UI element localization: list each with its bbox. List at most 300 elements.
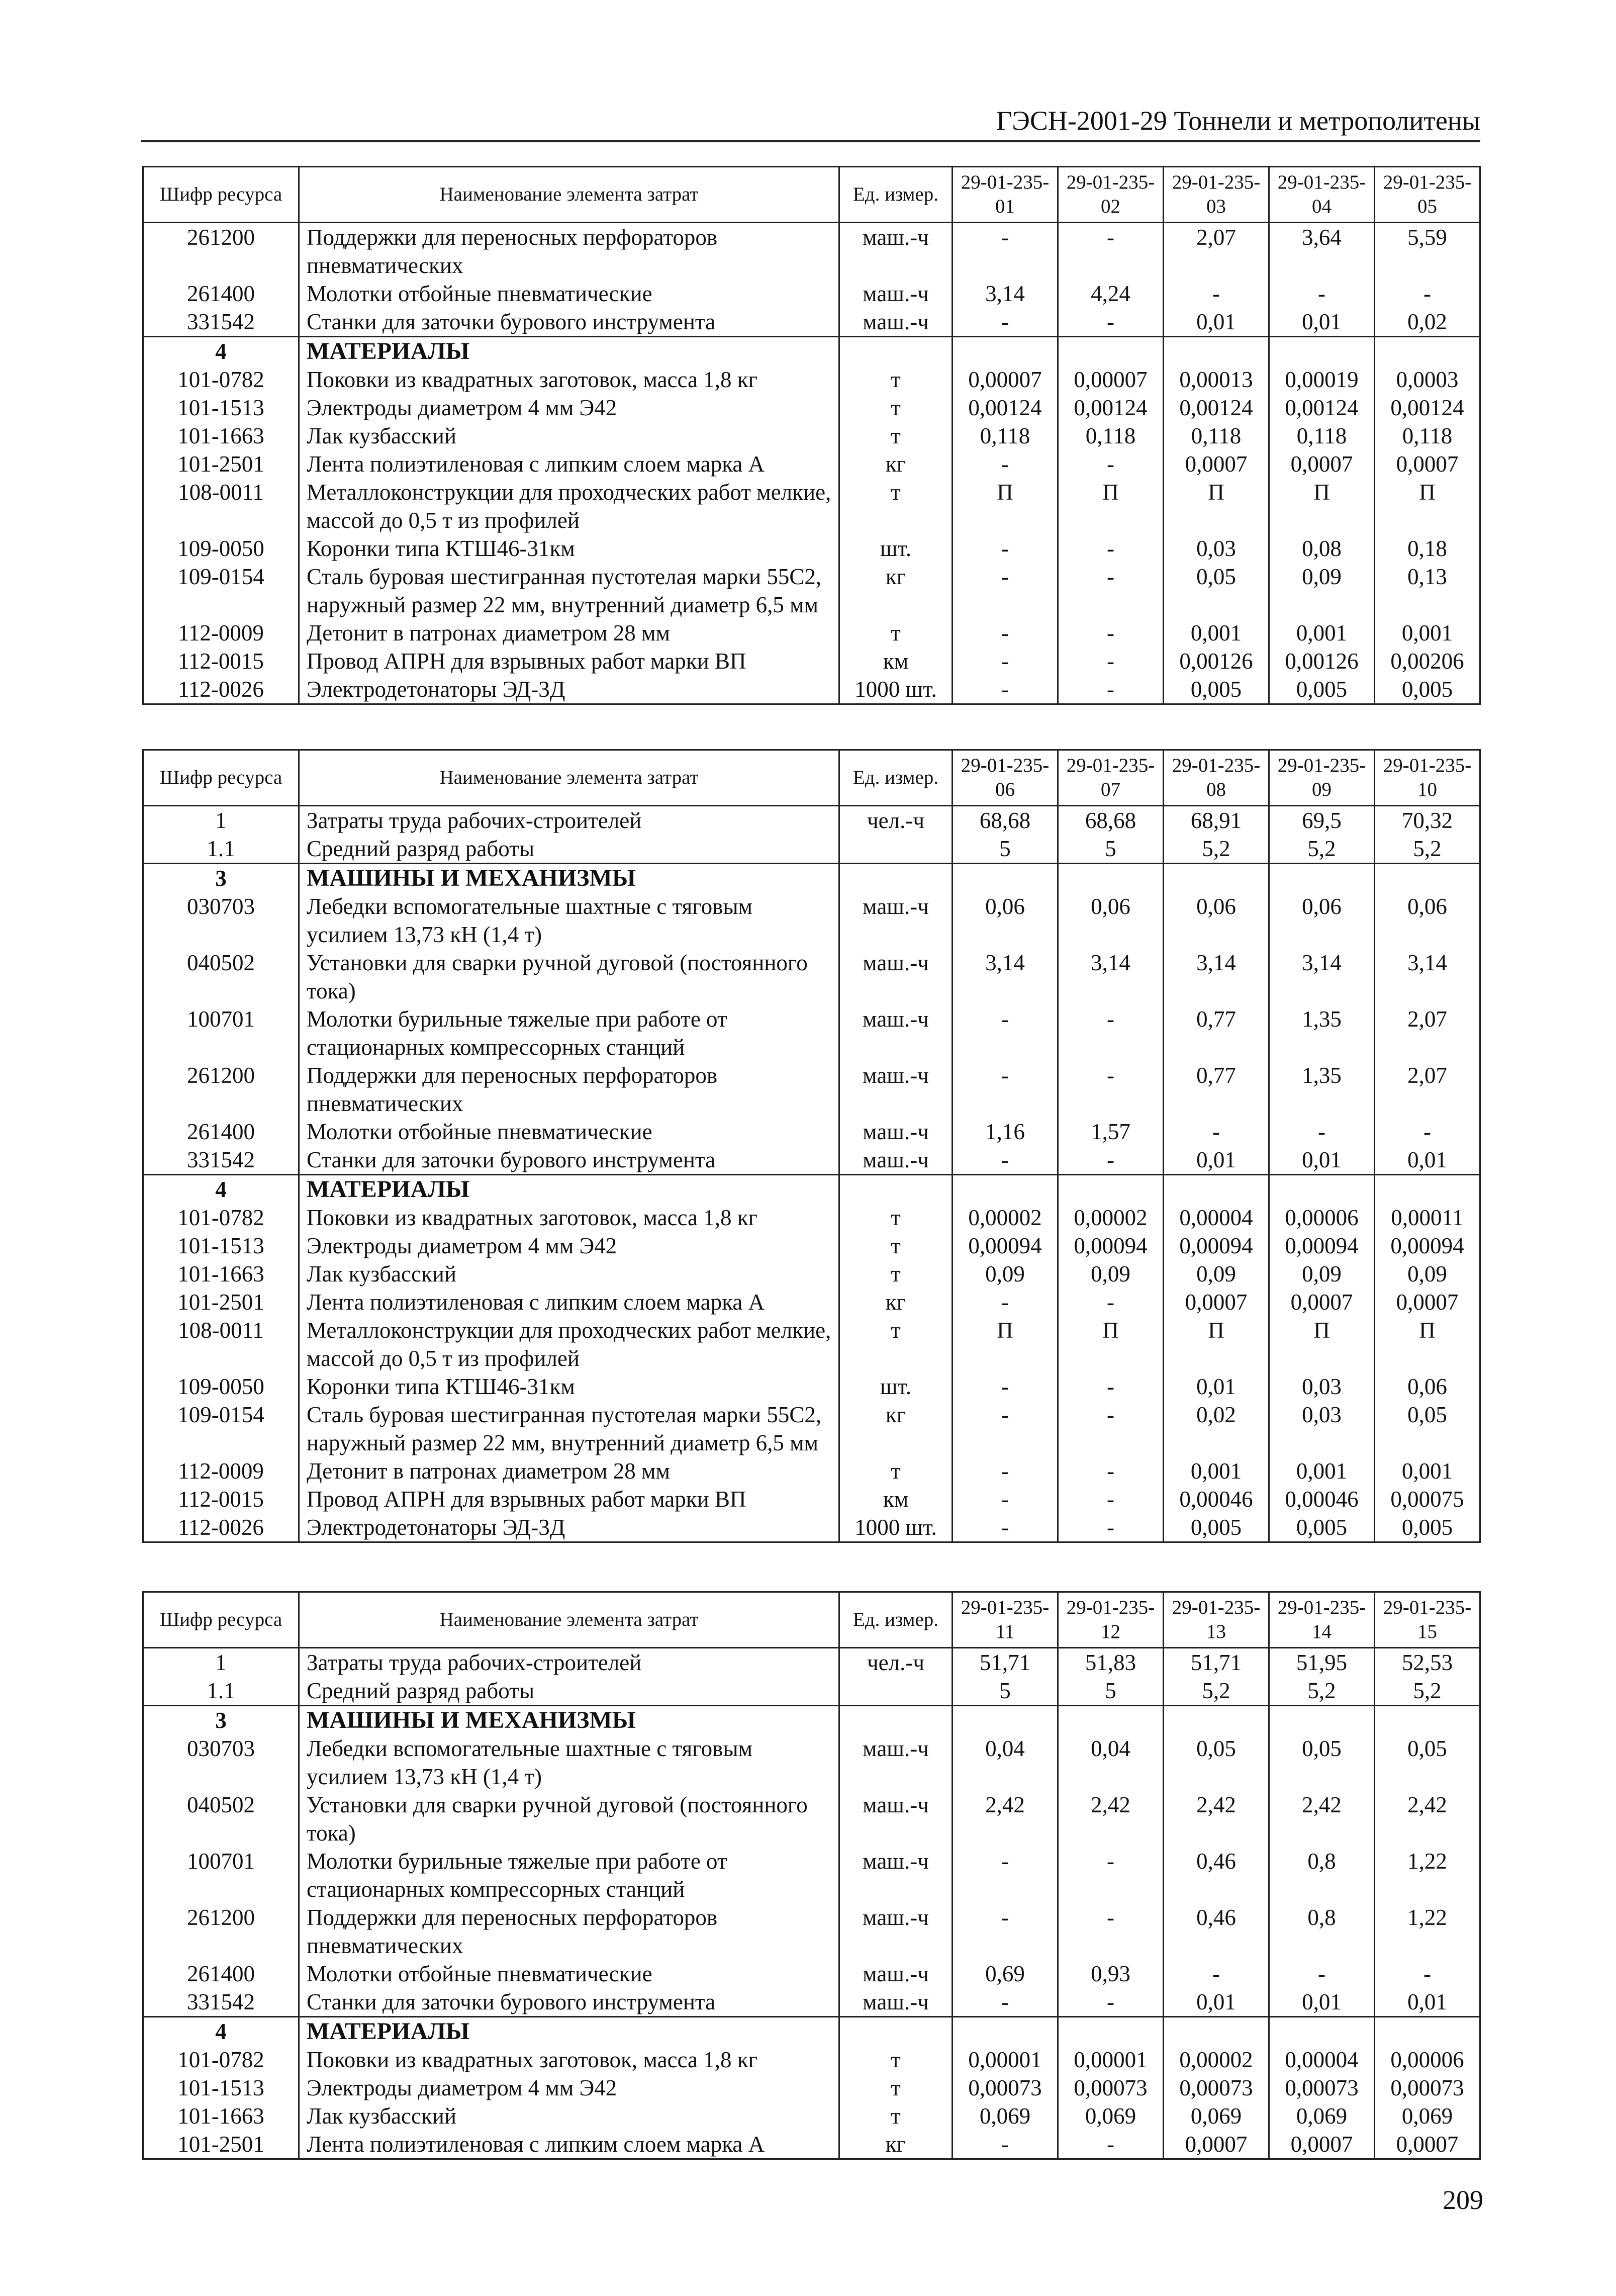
value-cell: [1164, 1706, 1269, 1735]
resource-code: 112-0009: [143, 1457, 299, 1485]
resource-name: Станки для заточки бурового инструмента: [299, 1988, 839, 2017]
value-cell: 0,06: [953, 892, 1058, 949]
value-cell: 0,00046: [1164, 1485, 1269, 1513]
table-row: [143, 1260, 1480, 1288]
page-header: ГЭСН-2001-29 Тоннели и метрополитены: [141, 103, 1480, 142]
value-cell: 0,00124: [1164, 394, 1269, 422]
value-cell: 0,0007: [1269, 2130, 1375, 2159]
resource-name: Провод АПРН для взрывных работ марки ВП: [299, 647, 839, 675]
value-cell: 0,00002: [953, 1204, 1058, 1232]
table-row: [143, 1118, 1480, 1146]
unit: маш.-ч: [839, 1734, 953, 1791]
value-cell: -: [1375, 280, 1480, 308]
value-cell: 0,001: [1375, 619, 1480, 647]
page-number: 209: [1443, 2185, 1483, 2215]
unit: маш.-ч: [839, 1061, 953, 1118]
value-cell: 0,005: [1375, 675, 1480, 704]
value-cell: 0,00124: [1058, 394, 1164, 422]
unit: [839, 2017, 953, 2046]
header-norm-code: 29-01-235-05: [1375, 167, 1480, 223]
value-cell: 2,42: [1058, 1791, 1164, 1847]
value-cell: 0,00124: [1375, 394, 1480, 422]
resource-code: 331542: [143, 1146, 299, 1175]
value-cell: 0,06: [1375, 1372, 1480, 1401]
resource-code: 101-1513: [143, 2074, 299, 2102]
value-cell: 0,00001: [1058, 2046, 1164, 2074]
resource-code: 101-1663: [143, 422, 299, 450]
resource-code: 1.1: [143, 1677, 299, 1706]
value-cell: 0,0007: [1164, 450, 1269, 478]
value-cell: 0,46: [1164, 1847, 1269, 1903]
value-cell: 70,32: [1375, 806, 1480, 835]
value-cell: 0,00126: [1164, 647, 1269, 675]
value-cell: -: [1058, 563, 1164, 619]
resource-name: Средний разряд работы: [299, 1677, 839, 1706]
value-cell: -: [1058, 1485, 1164, 1513]
table-row: [143, 1513, 1480, 1542]
value-cell: 0,118: [1164, 422, 1269, 450]
value-cell: -: [953, 450, 1058, 478]
table-row: [143, 223, 1480, 280]
header-norm-code: 29-01-235-12: [1058, 1592, 1164, 1648]
value-cell: [1375, 337, 1480, 366]
resource-name: Электроды диаметром 4 мм Э42: [299, 2074, 839, 2102]
value-cell: 0,001: [1269, 1457, 1375, 1485]
value-cell: 0,8: [1269, 1847, 1375, 1903]
value-cell: 1,22: [1375, 1903, 1480, 1960]
unit: т: [839, 1204, 953, 1232]
value-cell: 0,06: [1164, 892, 1269, 949]
header-norm-code: 29-01-235-06: [953, 750, 1058, 806]
table-row: [143, 2046, 1480, 2074]
value-cell: -: [1058, 1005, 1164, 1061]
value-cell: -: [1058, 1988, 1164, 2017]
value-cell: [953, 1706, 1058, 1735]
resource-name: Установки для сварки ручной дуговой (постоянного тока): [299, 949, 839, 1005]
resource-table-3: [142, 1591, 1481, 2160]
resource-code: 112-0026: [143, 1513, 299, 1542]
value-cell: 0,00094: [1164, 1232, 1269, 1260]
value-cell: -: [953, 1847, 1058, 1903]
unit: маш.-ч: [839, 308, 953, 337]
table-row: [143, 478, 1480, 534]
value-cell: 68,68: [953, 806, 1058, 835]
resource-code: 101-0782: [143, 2046, 299, 2074]
value-cell: -: [953, 1457, 1058, 1485]
resource-name: Сталь буровая шестигранная пустотелая марки 55С2, наружный размер 22 мм, внутренний диаметр 6,5 мм: [299, 1401, 839, 1457]
resource-code: 4: [143, 337, 299, 366]
value-cell: -: [1164, 280, 1269, 308]
resource-name: Коронки типа КТШ46-31км: [299, 1372, 839, 1401]
value-cell: 52,53: [1375, 1648, 1480, 1677]
value-cell: 0,0007: [1375, 450, 1480, 478]
value-cell: 0,8: [1269, 1903, 1375, 1960]
value-cell: 0,06: [1058, 892, 1164, 949]
header-name: Наименование элемента затрат: [299, 750, 839, 806]
section-row: [143, 864, 1480, 893]
value-cell: [1269, 2017, 1375, 2046]
value-cell: 0,0003: [1375, 365, 1480, 394]
header-code: Шифр ресурса: [143, 1592, 299, 1648]
resource-name: Электроды диаметром 4 мм Э42: [299, 394, 839, 422]
value-cell: [1269, 337, 1375, 366]
table-row: [143, 2074, 1480, 2102]
table-row: [143, 1316, 1480, 1372]
table-row: [143, 563, 1480, 619]
value-cell: 5,2: [1269, 1677, 1375, 1706]
unit: маш.-ч: [839, 1847, 953, 1903]
resource-code: 101-2501: [143, 450, 299, 478]
resource-code: 1: [143, 806, 299, 835]
value-cell: 0,01: [1375, 1988, 1480, 2017]
value-cell: [1375, 1706, 1480, 1735]
value-cell: 0,46: [1164, 1903, 1269, 1960]
table-row: [143, 1372, 1480, 1401]
value-cell: 0,69: [953, 1960, 1058, 1988]
section-row: [143, 337, 1480, 366]
value-cell: 3,14: [1058, 949, 1164, 1005]
table-row: [143, 892, 1480, 949]
value-cell: [1058, 1175, 1164, 1204]
header-name: Наименование элемента затрат: [299, 167, 839, 223]
unit: [839, 1677, 953, 1706]
value-cell: -: [1375, 1118, 1480, 1146]
unit: т: [839, 1232, 953, 1260]
value-cell: 0,00004: [1164, 1204, 1269, 1232]
value-cell: 0,00006: [1269, 1204, 1375, 1232]
value-cell: 1,35: [1269, 1005, 1375, 1061]
unit: т: [839, 1316, 953, 1372]
resource-code: 331542: [143, 308, 299, 337]
value-cell: 0,09: [1269, 563, 1375, 619]
table-row: [143, 1485, 1480, 1513]
value-cell: [1164, 1175, 1269, 1204]
resource-name: Сталь буровая шестигранная пустотелая марки 55С2, наружный размер 22 мм, внутренний диаметр 6,5 мм: [299, 563, 839, 619]
value-cell: [1058, 2017, 1164, 2046]
value-cell: [953, 1175, 1058, 1204]
value-cell: -: [1164, 1118, 1269, 1146]
resource-code: 101-1513: [143, 1232, 299, 1260]
resource-name: Средний разряд работы: [299, 835, 839, 864]
unit: км: [839, 647, 953, 675]
resource-code: 030703: [143, 1734, 299, 1791]
resource-code: 112-0009: [143, 619, 299, 647]
resource-code: 101-1663: [143, 1260, 299, 1288]
resource-code: 261200: [143, 1061, 299, 1118]
value-cell: 0,04: [953, 1734, 1058, 1791]
value-cell: 0,005: [1375, 1513, 1480, 1542]
value-cell: -: [953, 534, 1058, 563]
value-cell: 0,77: [1164, 1005, 1269, 1061]
value-cell: [1058, 864, 1164, 893]
value-cell: 0,118: [953, 422, 1058, 450]
value-cell: 2,42: [953, 1791, 1058, 1847]
value-cell: [1375, 1175, 1480, 1204]
value-cell: 0,00004: [1269, 2046, 1375, 2074]
value-cell: 0,00206: [1375, 647, 1480, 675]
value-cell: 0,06: [1375, 892, 1480, 949]
resource-code: 112-0026: [143, 675, 299, 704]
value-cell: -: [953, 563, 1058, 619]
resource-code: 112-0015: [143, 1485, 299, 1513]
unit: т: [839, 394, 953, 422]
value-cell: 0,09: [953, 1260, 1058, 1288]
value-cell: -: [1058, 1513, 1164, 1542]
value-cell: 0,00073: [1375, 2074, 1480, 2102]
value-cell: 0,00007: [953, 365, 1058, 394]
value-cell: -: [1058, 1372, 1164, 1401]
resource-code: 101-2501: [143, 2130, 299, 2159]
value-cell: -: [1375, 1960, 1480, 1988]
unit: чел.-ч: [839, 806, 953, 835]
value-cell: 0,00073: [953, 2074, 1058, 2102]
value-cell: 1,57: [1058, 1118, 1164, 1146]
resource-name: Поддержки для переносных перфораторов пневматических: [299, 1061, 839, 1118]
value-cell: 0,118: [1058, 422, 1164, 450]
unit: [839, 1706, 953, 1735]
value-cell: [1164, 337, 1269, 366]
header-code: Шифр ресурса: [143, 750, 299, 806]
value-cell: 0,00073: [1269, 2074, 1375, 2102]
value-cell: 5,2: [1269, 835, 1375, 864]
resource-name: Установки для сварки ручной дуговой (постоянного тока): [299, 1791, 839, 1847]
value-cell: П: [1375, 1316, 1480, 1372]
resource-code: 261200: [143, 1903, 299, 1960]
value-cell: 0,069: [1375, 2102, 1480, 2130]
table-row: [143, 1061, 1480, 1118]
resource-name: Лебедки вспомогательные шахтные с тяговым усилием 13,73 кН (1,4 т): [299, 1734, 839, 1791]
resource-name: Молотки отбойные пневматические: [299, 1118, 839, 1146]
value-cell: 5: [1058, 835, 1164, 864]
value-cell: -: [953, 2130, 1058, 2159]
resource-name: Лак кузбасский: [299, 1260, 839, 1288]
resource-code: 109-0050: [143, 534, 299, 563]
value-cell: 0,001: [1164, 619, 1269, 647]
value-cell: П: [1164, 478, 1269, 534]
value-cell: 5,59: [1375, 223, 1480, 280]
value-cell: П: [1058, 478, 1164, 534]
table-row: [143, 1457, 1480, 1485]
resource-name: Детонит в патронах диаметром 28 мм: [299, 619, 839, 647]
value-cell: 0,09: [1058, 1260, 1164, 1288]
resource-code: 101-1513: [143, 394, 299, 422]
unit: т: [839, 2074, 953, 2102]
value-cell: 0,05: [1164, 1734, 1269, 1791]
resource-name: Детонит в патронах диаметром 28 мм: [299, 1457, 839, 1485]
value-cell: 0,06: [1269, 892, 1375, 949]
section-row: [143, 1175, 1480, 1204]
resource-code: 1: [143, 1648, 299, 1677]
header-norm-code: 29-01-235-09: [1269, 750, 1375, 806]
resource-name: Лента полиэтиленовая с липким слоем марка А: [299, 450, 839, 478]
value-cell: 0,09: [1164, 1260, 1269, 1288]
value-cell: -: [1058, 1457, 1164, 1485]
header-norm-code: 29-01-235-13: [1164, 1592, 1269, 1648]
value-cell: -: [1058, 534, 1164, 563]
value-cell: -: [953, 308, 1058, 337]
value-cell: 3,14: [953, 949, 1058, 1005]
header-unit: Ед. измер.: [839, 167, 953, 223]
value-cell: -: [1058, 223, 1164, 280]
table-row: [143, 1232, 1480, 1260]
value-cell: 0,01: [1164, 308, 1269, 337]
resource-code: 3: [143, 1706, 299, 1735]
value-cell: П: [1269, 478, 1375, 534]
header-norm-code: 29-01-235-15: [1375, 1592, 1480, 1648]
value-cell: 0,0007: [1269, 450, 1375, 478]
value-cell: 0,118: [1269, 422, 1375, 450]
value-cell: [1164, 2017, 1269, 2046]
resource-name: Лак кузбасский: [299, 422, 839, 450]
value-cell: 0,00001: [953, 2046, 1058, 2074]
resource-name: Молотки отбойные пневматические: [299, 1960, 839, 1988]
unit: т: [839, 478, 953, 534]
unit: кг: [839, 2130, 953, 2159]
section-title: МАТЕРИАЛЫ: [299, 1175, 839, 1204]
header-unit: Ед. измер.: [839, 1592, 953, 1648]
table-row: [143, 394, 1480, 422]
header-norm-code: 29-01-235-08: [1164, 750, 1269, 806]
resource-code: 109-0154: [143, 563, 299, 619]
header-norm-code: 29-01-235-03: [1164, 167, 1269, 223]
value-cell: -: [953, 1005, 1058, 1061]
value-cell: -: [1058, 647, 1164, 675]
value-cell: 0,09: [1375, 1260, 1480, 1288]
value-cell: -: [953, 647, 1058, 675]
value-cell: 5: [953, 835, 1058, 864]
table-row: [143, 949, 1480, 1005]
value-cell: 0,00073: [1058, 2074, 1164, 2102]
value-cell: [1269, 1175, 1375, 1204]
resource-code: 040502: [143, 949, 299, 1005]
resource-code: 101-2501: [143, 1288, 299, 1316]
value-cell: -: [953, 675, 1058, 704]
value-cell: [1375, 864, 1480, 893]
value-cell: 0,00094: [953, 1232, 1058, 1260]
value-cell: -: [953, 1988, 1058, 2017]
unit: 1000 шт.: [839, 1513, 953, 1542]
resource-code: 331542: [143, 1988, 299, 2017]
value-cell: [1058, 1706, 1164, 1735]
value-cell: 0,04: [1058, 1734, 1164, 1791]
value-cell: 0,00124: [1269, 394, 1375, 422]
header-code: Шифр ресурса: [143, 167, 299, 223]
value-cell: -: [953, 1903, 1058, 1960]
resource-code: 101-0782: [143, 365, 299, 394]
section-row: [143, 2017, 1480, 2046]
value-cell: 2,07: [1375, 1061, 1480, 1118]
value-cell: 3,14: [1375, 949, 1480, 1005]
value-cell: -: [1058, 1847, 1164, 1903]
resource-name: Станки для заточки бурового инструмента: [299, 308, 839, 337]
unit: маш.-ч: [839, 1791, 953, 1847]
resource-name: Металлоконструкции для проходческих работ мелкие, массой до 0,5 т из профилей: [299, 1316, 839, 1372]
value-cell: 0,93: [1058, 1960, 1164, 1988]
resource-name: Поддержки для переносных перфораторов пневматических: [299, 223, 839, 280]
table-row: [143, 1791, 1480, 1847]
value-cell: 0,0007: [1375, 2130, 1480, 2159]
value-cell: 0,05: [1375, 1401, 1480, 1457]
value-cell: П: [1164, 1316, 1269, 1372]
value-cell: [1269, 864, 1375, 893]
resource-code: 261200: [143, 223, 299, 280]
value-cell: 2,07: [1164, 223, 1269, 280]
unit: маш.-ч: [839, 1988, 953, 2017]
value-cell: -: [1058, 619, 1164, 647]
resource-name: Станки для заточки бурового инструмента: [299, 1146, 839, 1175]
value-cell: 2,42: [1269, 1791, 1375, 1847]
value-cell: 3,14: [1269, 949, 1375, 1005]
resource-code: 100701: [143, 1005, 299, 1061]
unit: маш.-ч: [839, 223, 953, 280]
table-row: [143, 1648, 1480, 1677]
value-cell: 0,00046: [1269, 1485, 1375, 1513]
resource-name: Молотки бурильные тяжелые при работе от стационарных компрессорных станций: [299, 1005, 839, 1061]
value-cell: 0,01: [1375, 1146, 1480, 1175]
value-cell: -: [1269, 1960, 1375, 1988]
resource-code: 4: [143, 2017, 299, 2046]
table-row: [143, 1847, 1480, 1903]
resource-name: Поковки из квадратных заготовок, масса 1,8 кг: [299, 1204, 839, 1232]
value-cell: 0,01: [1164, 1146, 1269, 1175]
unit: кг: [839, 450, 953, 478]
value-cell: 0,069: [1164, 2102, 1269, 2130]
value-cell: 0,0007: [1375, 1288, 1480, 1316]
resource-code: 030703: [143, 892, 299, 949]
value-cell: [1058, 337, 1164, 366]
resource-code: 040502: [143, 1791, 299, 1847]
value-cell: П: [1375, 478, 1480, 534]
value-cell: 0,00075: [1375, 1485, 1480, 1513]
value-cell: -: [953, 1513, 1058, 1542]
value-cell: -: [953, 1146, 1058, 1175]
header-norm-code: 29-01-235-04: [1269, 167, 1375, 223]
resource-code: 108-0011: [143, 1316, 299, 1372]
value-cell: 0,00124: [953, 394, 1058, 422]
resource-code: 109-0154: [143, 1401, 299, 1457]
section-title: МАШИНЫ И МЕХАНИЗМЫ: [299, 864, 839, 893]
value-cell: 0,05: [1269, 1734, 1375, 1791]
resource-code: 4: [143, 1175, 299, 1204]
unit: чел.-ч: [839, 1648, 953, 1677]
table-row: [143, 2102, 1480, 2130]
table-row: [143, 1005, 1480, 1061]
value-cell: 5,2: [1375, 835, 1480, 864]
value-cell: 0,02: [1375, 308, 1480, 337]
unit: кг: [839, 1288, 953, 1316]
header-norm-code: 29-01-235-01: [953, 167, 1058, 223]
value-cell: 0,005: [1269, 1513, 1375, 1542]
unit: т: [839, 1260, 953, 1288]
value-cell: 0,03: [1269, 1401, 1375, 1457]
table-row: [143, 308, 1480, 337]
header-norm-code: 29-01-235-14: [1269, 1592, 1375, 1648]
unit: маш.-ч: [839, 1960, 953, 1988]
value-cell: -: [1269, 280, 1375, 308]
unit: шт.: [839, 1372, 953, 1401]
value-cell: 0,13: [1375, 563, 1480, 619]
table-row: [143, 1677, 1480, 1706]
table-row: [143, 1146, 1480, 1175]
table-row: [143, 835, 1480, 864]
value-cell: [953, 2017, 1058, 2046]
unit: кг: [839, 1401, 953, 1457]
value-cell: 0,00002: [1058, 1204, 1164, 1232]
value-cell: -: [1058, 1061, 1164, 1118]
value-cell: 5: [1058, 1677, 1164, 1706]
value-cell: 0,05: [1164, 563, 1269, 619]
value-cell: -: [1058, 308, 1164, 337]
